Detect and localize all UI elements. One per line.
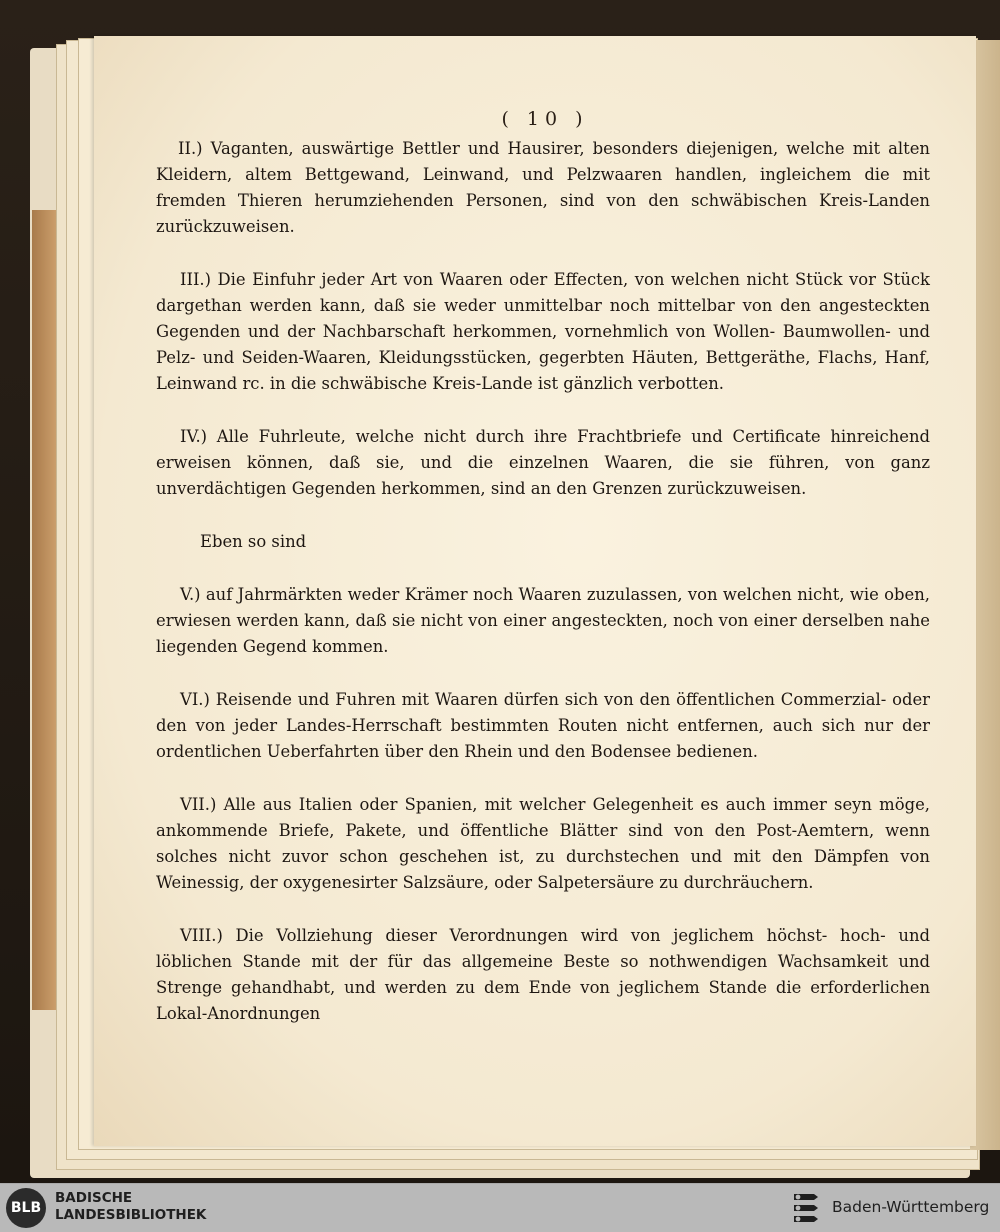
state-name[interactable]: Baden-Württemberg (832, 1198, 990, 1216)
library-name-line2: LANDESBIBLIOTHEK (55, 1207, 207, 1223)
library-name (55, 1190, 206, 1224)
paragraph-ii: II.) Vaganten, auswärtige Bettler und Hausirer, besonders diejenigen, welche mit alten Kleidern, altem Bettgewand, Leinwand, und Pelzwaaren handlen, ingleichem die mit fremden Thieren herumziehenden Personen, sind von den schwäbischen Kreis-Landen zurückzuweisen. (156, 139, 930, 236)
state-lions-icon[interactable] (790, 1190, 824, 1226)
paragraph-iii: III.) Die Einfuhr jeder Art von Waaren oder Effecten, von welchen nicht Stück vor Stück dargethan werden kann, daß sie weder unmittelbar noch mittelbar von den angesteckten Gegenden und der Nachbarschaft herkommen, vornehmlich von Wollen- Baumwollen- und Pelz- und Seiden-Waaren, Kleidungsstücken, gegerbten Häuten, Bettgeräthe, Flachs, Hanf, Leinwand rc. in die schwäbische Kreis-Lande ist gänzlich verbotten. (156, 270, 930, 393)
paragraph-eben-so-sind: Eben so sind (200, 532, 307, 551)
paragraph-iv: IV.) Alle Fuhrleute, welche nicht durch ihre Frachtbriefe und Certificate hinreichend erweisen können, daß sie, und die einzelnen Waaren, die sie führen, von ganz unverdächtigen Gegenden herkommen, sind an den Grenzen zurückzuweisen. (156, 427, 930, 498)
paragraph-viii: VIII.) Die Vollziehung dieser Verordnungen wird von jeglichem höchst- hoch- und löblichen Stande mit der für das allgemeine Beste so nothwendigen Wachsamkeit und Strenge gehandhabt, und werden zu dem Ende von jeglichem Stande die erforderlichen Lokal-Anordnungen (156, 926, 930, 1023)
page-number: ( 10 ) (501, 108, 589, 130)
paragraph-vi: VI.) Reisende und Fuhren mit Waaren dürfen sich von den öffentlichen Commerzial- oder den von jeder Landes-Herrschaft bestimmten Routen nicht entfernen, auch sich nur der ordentlichen Ueberfahrten über den Rhein und den Bodensee bedienen. (156, 690, 930, 761)
library-name-line1: BADISCHE (55, 1190, 133, 1206)
paragraph-v: V.) auf Jahrmärkten weder Krämer noch Waaren zuzulassen, von welchen nicht, wie oben, erwiesen werden kann, daß sie nicht von einer angesteckten, noch von einer derselben nahe liegenden Gegend kommen. (156, 585, 930, 656)
blb-logo-icon[interactable]: BLB (6, 1188, 46, 1228)
paragraph-vii: VII.) Alle aus Italien oder Spanien, mit welcher Gelegenheit es auch immer seyn möge, ankommende Briefe, Pakete, und öffentliche Blätter sind von den Post-Aemtern, wenn solches nicht zuvor schon geschehen ist, zu durchstechen und mit den Dämpfen von Weinessig, der oxygenesirter Salzsäure, oder Salpetersäure zu durchräuchern. (156, 795, 930, 892)
page-text (156, 136, 930, 1054)
library-footer (0, 1183, 1000, 1232)
